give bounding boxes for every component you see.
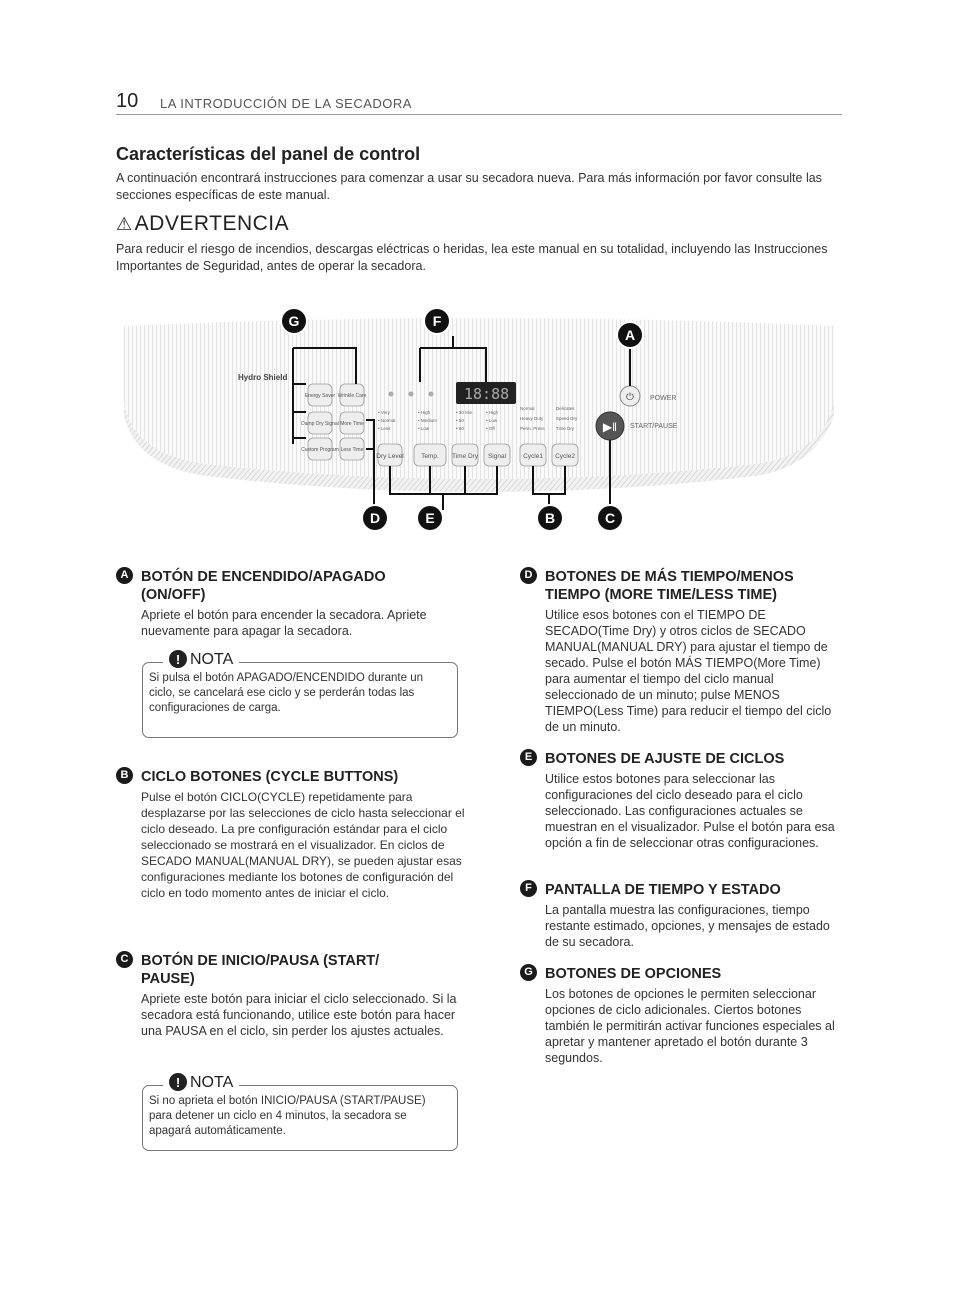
svg-text:Damp Dry Signal: Damp Dry Signal: [301, 421, 339, 427]
item-b-heading: B CICLO BOTONES (CYCLE BUTTONS): [116, 768, 466, 786]
item-d-body: Utilice esos botones con el TIEMPO DE SECADO(Time Dry) y otros ciclos de SECADO MANUAL(MANUAL DRY) para ajustar el tiempo de secado. Pulse el botón MÁS TIEMPO(More Time) para aumentar el tiempo del ciclo manual seleccionado de un minuto; pulse MENOS TIEMPO(Less Time) para reducir el tiempo del ciclo de un minuto.: [545, 608, 832, 734]
item-c-badge: C: [116, 951, 133, 968]
svg-text:• Off: • Off: [486, 426, 495, 431]
item-e-heading: E BOTONES DE AJUSTE DE CICLOS: [520, 750, 846, 768]
item-a-body: Apriete el botón para encender la secadora. Apriete nuevamente para apagar la secadora.: [141, 608, 427, 638]
display-digits: 18:88: [464, 385, 510, 403]
note-text: Si pulsa el botón APAGADO/ENCENDIDO durante un ciclo, se cancelará ese ciclo y se perderán todas las configuraciones de carga.: [149, 672, 424, 714]
brand-label: Hydro Shield: [238, 373, 288, 382]
note-text: Si no aprieta el botón INICIO/PAUSA (START/PAUSE) para detener un ciclo en 4 minutos, la secadora se apagará automáticamente.: [149, 1095, 426, 1137]
item-c-body: Apriete este botón para iniciar el ciclo seleccionado. Si la secadora está funcionando, utilice este botón para hacer una PAUSA en el ciclo, sin perder los ajustes actuales.: [141, 992, 457, 1038]
svg-text:More Time: More Time: [340, 421, 364, 427]
note-label: ! NOTA: [163, 650, 239, 668]
running-title: LA INTRODUCCIÓN DE LA SECADORA: [160, 96, 412, 111]
svg-text:Speed Dry: Speed Dry: [556, 416, 578, 421]
callout-g-badge: G: [282, 309, 306, 333]
control-panel-figure: [116, 304, 842, 544]
time-dry-label: Time Dry: [451, 453, 479, 460]
power-label: POWER: [650, 395, 677, 402]
svg-text:• Very: • Very: [378, 410, 390, 415]
header-rule: [116, 114, 842, 115]
svg-text:Heavy Duty: Heavy Duty: [520, 416, 544, 421]
temp-label: Temp.: [421, 453, 439, 460]
power-symbol-icon: ⏻: [626, 392, 634, 403]
svg-text:Custom Program: Custom Program: [301, 447, 339, 453]
item-c-heading: C BOTÓN DE INICIO/PAUSA (START/ PAUSE): [116, 952, 466, 988]
callout-c-badge: C: [598, 506, 622, 530]
item-e: [520, 750, 846, 851]
item-a-badge: A: [116, 567, 133, 584]
start-pause-label: START/PAUSE: [630, 423, 678, 430]
cycle2-label: Cycle2: [555, 453, 575, 460]
svg-text:• 50: • 50: [456, 418, 464, 423]
item-g-body: Los botones de opciones le permiten seleccionar opciones de ciclo adicionales. Ciertos botones también le permitirán activar funciones especiales al apretar y mantener apretado el botón durante 3 segundos.: [545, 987, 835, 1065]
item-b: [116, 768, 466, 901]
callout-a-badge: A: [618, 323, 642, 347]
warning-text: Para reducir el riesgo de incendios, descargas eléctricas o heridas, lea este manual en su totalidad, incluyendo las Instrucciones Importantes de Seguridad, antes de operar la secadora.: [116, 242, 828, 273]
dry-level-label: Dry Level: [376, 453, 404, 460]
page-number: 10: [116, 90, 139, 112]
signal-label: Signal: [487, 453, 507, 460]
svg-text:Perm. Press: Perm. Press: [520, 426, 545, 431]
svg-text:Delicates: Delicates: [556, 406, 575, 411]
exclamation-icon: !: [169, 650, 187, 668]
svg-text:• Normal: • Normal: [378, 418, 396, 423]
callout-e-badge: E: [418, 506, 442, 530]
item-b-badge: B: [116, 767, 133, 784]
svg-text:Normal: Normal: [520, 406, 535, 411]
item-c: [116, 952, 466, 1039]
item-e-body: Utilice estos botones para seleccionar las configuraciones del ciclo deseado para el ciclo seleccionado. Las configuraciones actuales se muestran en el visualizador. Pulse el botón para esa opción a fin de seleccionar otras configuraciones.: [545, 772, 835, 850]
item-a-heading: A BOTÓN DE ENCENDIDO/APAGADO (ON/OFF): [116, 568, 466, 604]
callout-b-badge: B: [538, 506, 562, 530]
item-d: [520, 568, 846, 735]
svg-text:Energy Saver: Energy Saver: [304, 393, 336, 399]
svg-text:• Medium: • Medium: [418, 418, 437, 423]
svg-text:Time Dry: Time Dry: [556, 426, 575, 431]
warning-title: [116, 212, 289, 236]
callout-d-badge: D: [363, 506, 387, 530]
svg-text:Less Time: Less Time: [340, 447, 364, 453]
note-label: ! NOTA: [163, 1073, 239, 1091]
item-d-badge: D: [520, 567, 537, 584]
item-e-badge: E: [520, 749, 537, 766]
section-title: Características del panel de control: [116, 144, 421, 164]
exclamation-icon: !: [169, 1073, 187, 1091]
svg-text:• Low: • Low: [486, 418, 498, 423]
item-d-heading: D BOTONES DE MÁS TIEMPO/MENOS TIEMPO (MORE TIME/LESS TIME): [520, 568, 846, 604]
item-g-heading: G BOTONES DE OPCIONES: [520, 965, 846, 983]
warning-title-text: ADVERTENCIA: [134, 212, 290, 235]
cycle1-label: Cycle1: [523, 453, 543, 460]
svg-text:• 60: • 60: [456, 426, 464, 431]
intro-text: A continuación encontrará instrucciones para comenzar a usar su secadora nueva. Para más información por favor consulte las secciones específicas de este manual.: [116, 171, 822, 202]
svg-text:• High: • High: [418, 410, 431, 415]
item-b-body: Pulse el botón CICLO(CYCLE) repetidamente para desplazarse por las selecciones de ciclo hasta seleccionar el ciclo deseado. La pre configuración estándar para el ciclo seleccionado se mostrará en el visualizador. En ciclos de SECADO MANUAL(MANUAL DRY), se pueden ajustar esas configuraciones mediante los botones de configuración del ciclo en todo momento antes de iniciar el ciclo.: [141, 790, 465, 900]
svg-text:• 30 Min: • 30 Min: [456, 410, 473, 415]
note-box-start: [142, 1073, 458, 1151]
item-g-badge: G: [520, 964, 537, 981]
svg-text:Wrinkle Care: Wrinkle Care: [337, 393, 367, 399]
item-f: [520, 881, 846, 950]
callout-f-badge: F: [425, 309, 449, 333]
item-f-body: La pantalla muestra las configuraciones, tiempo restante estimado, opciones, y mensajes de estado de su secadora.: [545, 903, 830, 949]
svg-text:• High: • High: [486, 410, 499, 415]
svg-text:• Low: • Low: [418, 426, 430, 431]
item-a: [116, 568, 466, 639]
note-box-power: [142, 650, 458, 738]
item-f-heading: F PANTALLA DE TIEMPO Y ESTADO: [520, 881, 846, 899]
warning-triangle-icon: ⚠: [116, 214, 133, 234]
svg-text:• Less: • Less: [378, 426, 391, 431]
item-g: [520, 965, 846, 1066]
play-pause-icon: ▶‖: [602, 420, 618, 434]
item-f-badge: F: [520, 880, 537, 897]
control-panel-illustration: [116, 304, 842, 544]
